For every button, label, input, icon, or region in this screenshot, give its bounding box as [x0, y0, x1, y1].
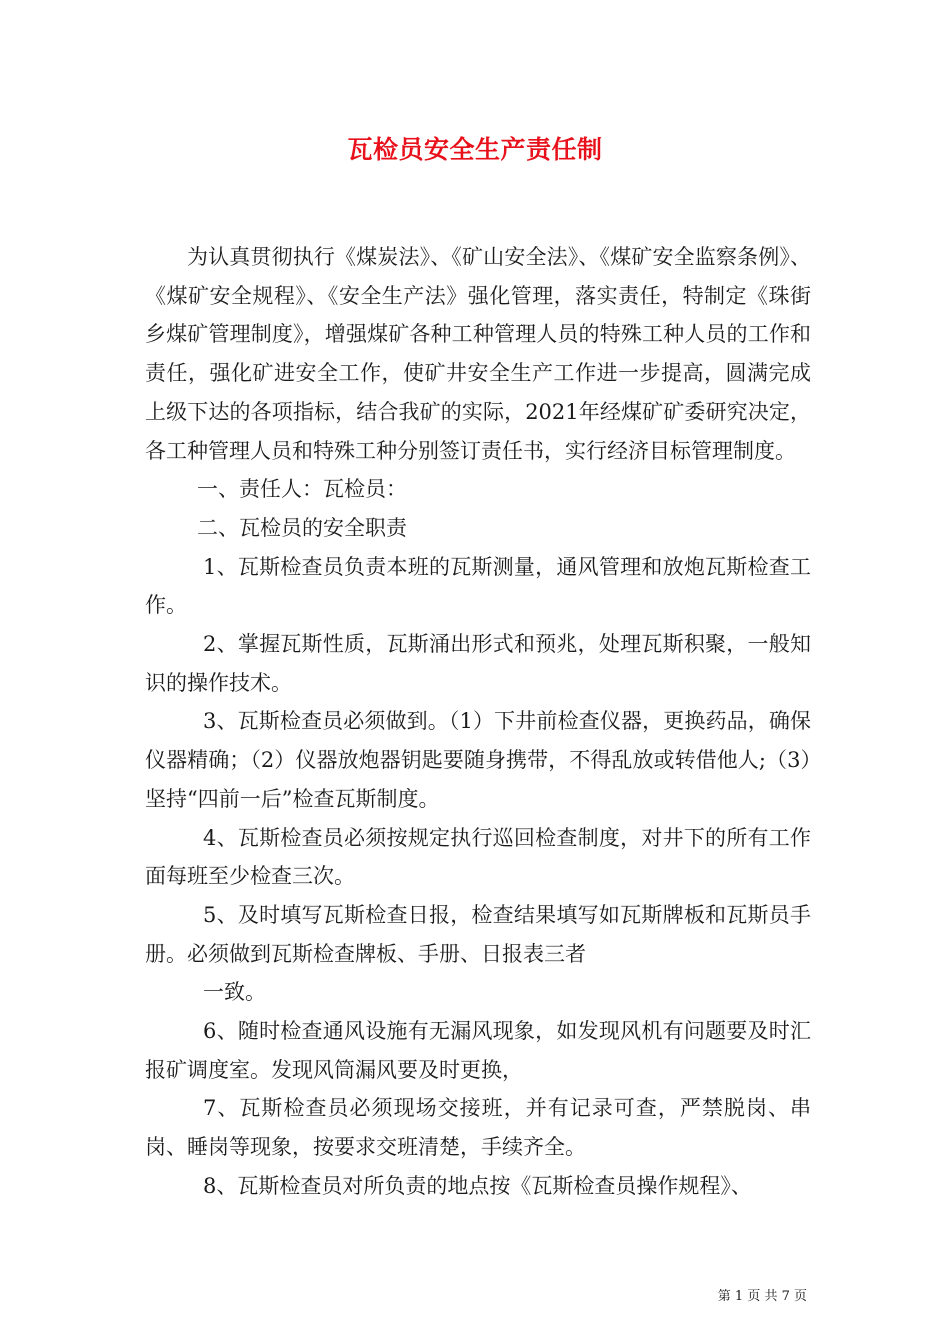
page-number-footer: 第 1 页 共 7 页 — [717, 1289, 807, 1304]
intro-paragraph: 为认真贯彻执行《煤炭法》、《矿山安全法》、《煤矿安全监察条例》、《煤矿安全规程》、《安全生产法》强化管理，落实责任，特制定《珠街乡煤矿管理制度》，增强煤矿各种工种管理人员的特殊工种人员的工作和责任，强化矿进安全工作，使矿井安全生产工作进一步提高，圆满完成上级下达的各项指标，结合我矿的实际，2021年经煤矿矿委研究决定，各工种管理人员和特殊工种分别签订责任书，实行经济目标管理制度。 — [145, 245, 811, 463]
section-heading-duties: 二、瓦检员的安全职责 — [197, 515, 407, 540]
document-title: 瓦检员安全生产责任制 — [347, 135, 603, 164]
duty-item-2: 2、掌握瓦斯性质，瓦斯涌出形式和预兆，处理瓦斯积聚，一般知识的操作技术。 — [145, 632, 811, 695]
document-body — [145, 238, 811, 1206]
duty-item-3: 3、瓦斯检查员必须做到。（1）下井前检查仪器，更换药品，确保仪器精确；（2）仪器放炮器钥匙要随身携带，不得乱放或转借他人;（3）坚持“四前一后”检查瓦斯制度。 — [145, 709, 811, 811]
duty-item-4: 4、瓦斯检查员必须按规定执行巡回检查制度，对井下的所有工作面每班至少检查三次。 — [145, 825, 811, 889]
duty-item-5: 5、及时填写瓦斯检查日报，检查结果填写如瓦斯牌板和瓦斯员手册。必须做到瓦斯检查牌板、手册、日报表三者 — [145, 902, 811, 966]
duty-item-5-continued: 一致。 — [203, 980, 266, 1005]
duty-item-8: 8、瓦斯检查员对所负责的地点按《瓦斯检查员操作规程》、 — [203, 1173, 752, 1198]
duty-item-7: 7、瓦斯检查员必须现场交接班，并有记录可查，严禁脱岗、串岗、睡岗等现象，按要求交班清楚，手续齐全。 — [145, 1096, 811, 1160]
duty-item-6: 6、随时检查通风设施有无漏风现象，如发现风机有问题要及时汇报矿调度室。发现风筒漏风要及时更换， — [145, 1019, 811, 1082]
duty-item-1: 1、瓦斯检查员负责本班的瓦斯测量，通风管理和放炮瓦斯检查工作。 — [145, 554, 811, 618]
section-heading-responsible-person: 一、责任人：瓦检员： — [197, 477, 407, 502]
